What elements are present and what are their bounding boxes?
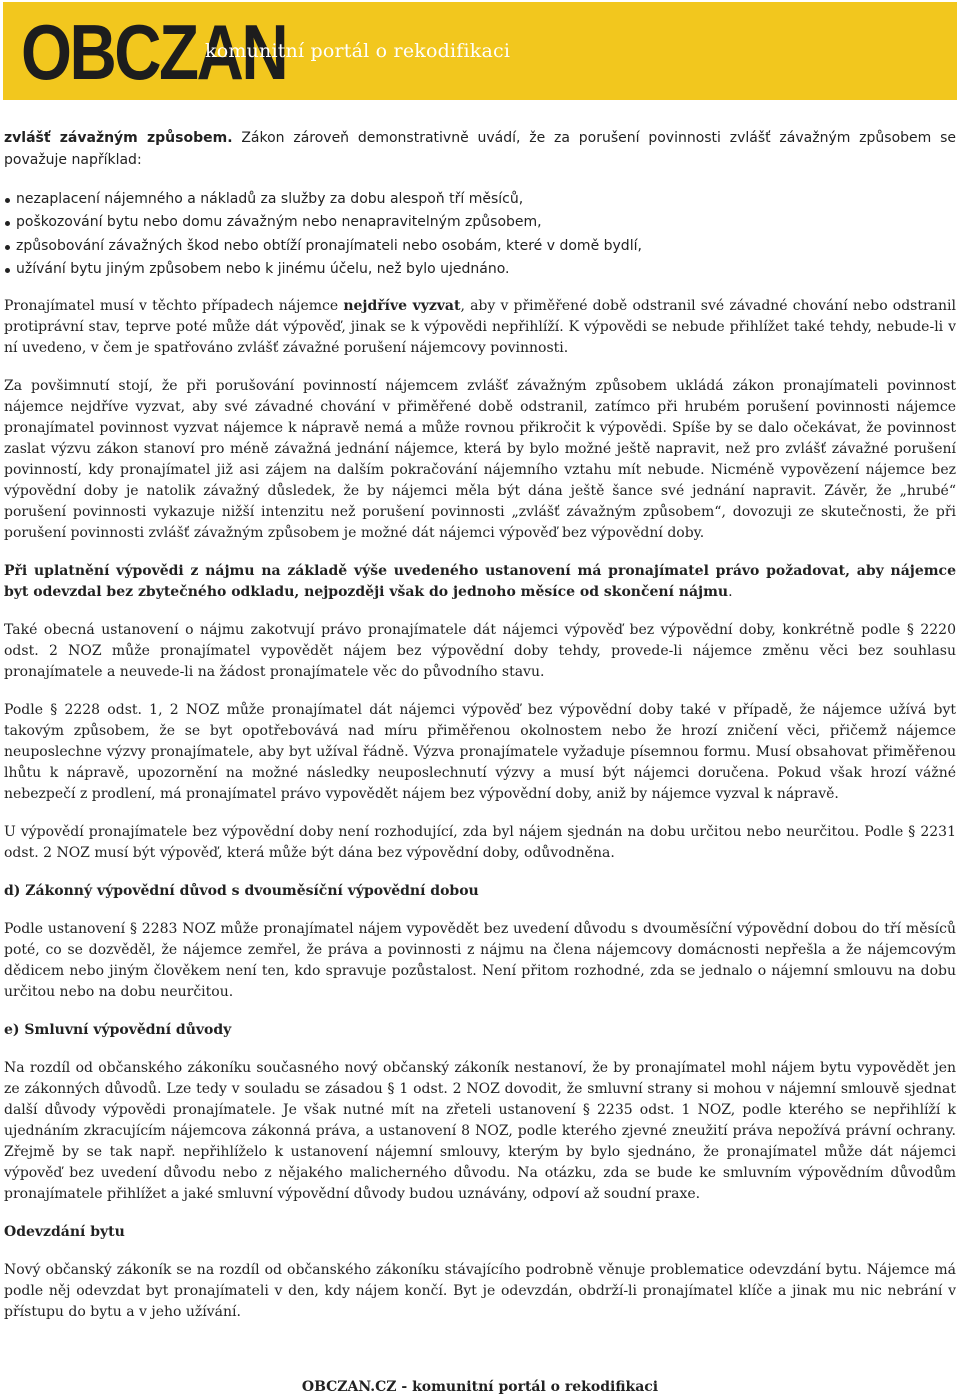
paragraph-warning-requirement (4, 296, 956, 359)
paragraph-text: , aby v přiměřené době odstranil své závadné chování nebo odstranil protiprávní stav, teprve poté může dát výpověď, jinak se k výpovědi nepřihlíží. K výpovědi se nebude přihlížet také tehdy, nebude-li v ní uvedeno, v čem je spatřováno zvlášť závažné porušení nájemcovy povinnosti. (4, 298, 956, 357)
intro-bold-text: zvlášť závažným způsobem. (4, 130, 233, 146)
list-item: způsobování závažných škod nebo obtíží pronajímateli nebo osobám, které v domě bydlí, (4, 235, 956, 258)
intro-paragraph (4, 128, 956, 171)
article-content (4, 128, 956, 1340)
list-item: nezaplacení nájemného a nákladů za služby za dobu alespoň tří měsíců, (4, 188, 956, 211)
bold-text: Při uplatnění výpovědi z nájmu na základě výše uvedeného ustanovení má pronajímatel právo požadovat, aby nájemce byt odevzdal bez zbytečného odkladu, nejpozději však do jednoho měsíce od skončení nájmu (4, 563, 956, 601)
paragraph-section-2231: U výpovědí pronajímatele bez výpovědní doby není rozhodující, zda byl nájem sjednán na dobu určitou nebo neurčitou. Podle § 2231 odst. 2 NOZ musí být výpověď, která může být dána bez výpovědní doby, odůvodněna. (4, 824, 956, 862)
heading-handover: Odevzdání bytu (4, 1224, 125, 1241)
paragraph-section-2228: Podle § 2228 odst. 1, 2 NOZ může pronajímatel dát nájemci výpověď bez výpovědní doby také v případě, že nájemce užívá byt takovým způsobem, že se byt opotřebovává nad míru přiměřenou okolnostem nebo že hrozí zničení věci, přičemž nájemce neuposlechne výzvy pronajímatele, aby byt užíval řádně. Výzva pronajímatele vyžaduje písemnou formu. Musí obsahovat přiměřenou lhůtu k nápravě, upozornění na možné následky neuposlechnutí výzvy a musí být nájemci doručena. Pokud však hrozí vážné nebezpečí z prodlení, má pronajímatel právo vypovědět nájem bez výpovědní doby, aniž by nájemce vyzval k nápravě. (4, 702, 956, 803)
list-item: užívání bytu jiným způsobem nebo k jinému účelu, než bylo ujednáno. (4, 258, 956, 281)
paragraph-text: . (728, 584, 733, 601)
list-item: poškozování bytu nebo domu závažným nebo nenapravitelným způsobem, (4, 211, 956, 234)
paragraph-general-provisions: Také obecná ustanovení o nájmu zakotvují právo pronajímatele dát nájemci výpověď bez výpovědní doby, konkrétně podle § 2220 odst. 2 NOZ může pronajímatel vypovědět nájem bez výpovědní doby tehdy, provede-li nájemce změnu věci bez souhlasu pronajímatele a neuvede-li na žádost pronajímatele věc do původního stavu. (4, 622, 956, 681)
heading-statutory-reason: d) Zákonný výpovědní důvod s dvouměsíční výpovědní dobou (4, 883, 479, 900)
paragraph-contractual-reasons: Na rozdíl od občanského zákoníku současného nový občanský zákoník nestanoví, že by pronajímatel mohl nájem bytu vypovědět jen ze zákonných důvodů. Lze tedy v souladu se zásadou § 1 odst. 2 NOZ dovodit, že smluvní strany si mohou v nájemní smlouvě sjednat další důvody výpovědi pronajímatele. Je však nutné mít na zřeteli ustanovení § 2235 odst. 1 NOZ, podle kterého se nepřihlíží k ujednáním zkracujícím nájemcova zákonná práva, a ustanovení 8 NOZ, podle kterého zjevné zneužití práva nepožívá právní ochrany. Zřejmě by se tak např. nepřihlíželo k ustanovení nájemní smlouvy, kterým by bylo sjednáno, že pronajímatel může dát nájemci výpověď bez uvedení důvodu nebo z nějakého malicherného důvodu. Na otázku, zda se bude ke smluvním výpovědním důvodům pronajímatele přihlížet a jaké smluvní výpovědní důvody budou uznávány, odpoví až soudní praxe. (4, 1060, 956, 1203)
bold-text: nejdříve vyzvat (343, 298, 461, 315)
paragraph-observation: Za povšimnutí stojí, že při porušování povinností nájemcem zvlášť závažným způsobem ukládá zákon pronajímateli povinnost nájemce nejdříve vyzvat, aby své závadné chování v přiměřené době odstranil, zatímco při hrubém porušení povinnosti nájemce pronajímatel povinnost vyzvat nájemce k nápravě nemá a může rovnou přikročit k výpovědi. Spíše by se dalo očekávat, že povinnost zaslat výzvu zákon stanoví pro méně závažná jednání nájemce, která by bylo možné ještě napravit, než pro zvlášť závažné porušení povinností, kdy pronajímatel již asi zájem na dalším pokračování nájemního vztahu mít nebude. Nicméně vypovězení nájemce bez výpovědní doby je natolik závažný důsledek, že by nájemci měla být dána ještě šance své jednání napravit. Závěr, že „hrubé“ porušení povinnosti vykazuje nižší intenzitu než porušení povinnosti „zvlášť závažným způsobem“, dovozuji ze skutečnosti, že při porušení povinnosti zvlášť závažným způsobem je možné dát nájemci výpověď bez výpovědní doby. (4, 378, 956, 542)
page-footer: OBCZAN.CZ - komunitní portál o rekodifikaci (301, 1379, 659, 1395)
site-header (3, 2, 957, 100)
paragraph-handover-right (4, 561, 956, 603)
paragraph-section-2283: Podle ustanovení § 2283 NOZ může pronajímatel nájem vypovědět bez uvedení důvodu s dvouměsíční výpovědní dobou do tří měsíců poté, co se dozvěděl, že nájemce zemřel, že práva a povinnosti z nájmu na člena nájemcovy domácnosti nepřešla a že nájemcovým dědicem nebo jiným člověkem není ten, kdo spravuje pozůstalost. Není přitom rozhodné, zda se jednalo o nájemní smlouvu na dobu určitou nebo na dobu neurčitou. (4, 921, 956, 1001)
violation-list (4, 188, 956, 281)
site-logo[interactable]: OBCZAN (21, 8, 287, 96)
paragraph-text: Pronajímatel musí v těchto případech nájemce (4, 298, 344, 315)
intro-text: Zákon zároveň demonstrativně uvádí, že za porušení povinnosti zvlášť závažným způsobem se považuje například: (4, 130, 956, 168)
site-tagline: komunitní portál o rekodifikaci (205, 40, 511, 62)
heading-contractual-reasons: e) Smluvní výpovědní důvody (4, 1022, 232, 1039)
paragraph-handover: Nový občanský zákoník se na rozdíl od občanského zákoníku stávajícího podrobně věnuje problematice odevzdání bytu. Nájemce má podle něj odevzdat byt pronajímateli v den, kdy nájem končí. Byt je odevzdán, obdrží-li pronajímatel klíče a jinak mu nic nebrání v přístupu do bytu a v jeho užívání. (4, 1262, 956, 1321)
